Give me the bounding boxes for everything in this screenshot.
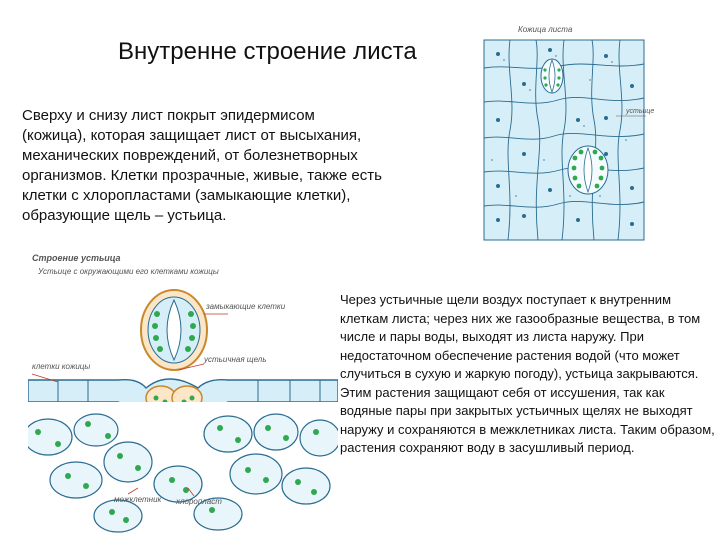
leaf-cross-section	[28, 379, 338, 534]
chloroplast-label: хлоропласт	[176, 497, 222, 506]
epidermis-caption: Кожица листа	[518, 25, 573, 34]
epidermis-paragraph: Сверху и снизу лист покрыт эпидермисом (кожица), которая защищает лист от высыхания, механических повреждений, от болезнетворных организмов. Клетки прозрачные, живые, также есть клетки с хлоропластами (замыкающие клетки), образующие щель – устьица.	[22, 107, 382, 224]
stoma-large	[568, 146, 608, 194]
stomata-paragraph: Через устьичные щели воздух поступает к внутренним клеткам листа; через них же газообразные вещества, в том числе и пары воды, выходят из листа наружу. При недостаточном обеспечение растения водой (что может случиться в сухую и жаркую погоду), устьица закрываются. Этим растения защищают себя от иссушения, так как водяные пары при закрытых устьичных щелях не выходят наружу и сохраняются в межклетниках листа. Таким образом, растения сохраняют воду в засушливый период.	[340, 292, 715, 455]
stoma-figure-subheading: Устьице с окружающими его клетками кожицы	[38, 267, 219, 276]
stoma-structure-figure	[28, 252, 338, 534]
stoma-top-view	[141, 290, 207, 370]
page-title: Внутренне строение листа	[118, 38, 417, 65]
intercellular-label: межклетник	[114, 495, 162, 504]
stoma-label: устьице	[626, 108, 655, 115]
stomatal-slit-label: устьичная щель	[204, 355, 267, 364]
epidermis-cells-label: клетки кожицы	[32, 362, 91, 371]
guard-cells-label: замыкающие клетки	[206, 302, 286, 311]
stoma-small	[541, 59, 563, 93]
stoma-figure-heading: Строение устьица	[32, 253, 121, 263]
leaf-epidermis-figure	[480, 20, 660, 242]
